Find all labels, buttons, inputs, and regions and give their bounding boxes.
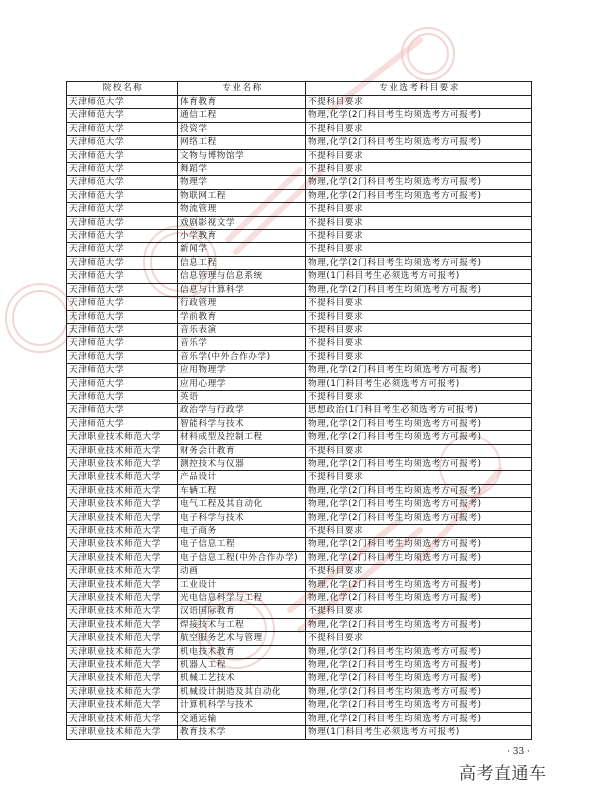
school-cell: 天津师范大学 bbox=[67, 283, 178, 296]
table-row bbox=[67, 699, 532, 712]
school-cell: 天津职业技术师范大学 bbox=[67, 726, 178, 739]
school-cell: 天津师范大学 bbox=[67, 230, 178, 243]
school-cell: 天津师范大学 bbox=[67, 364, 178, 377]
major-cell: 电子信息工程 bbox=[178, 538, 306, 551]
table-row bbox=[67, 457, 532, 470]
school-cell: 天津师范大学 bbox=[67, 310, 178, 323]
major-cell: 智能科学与技术 bbox=[178, 417, 306, 430]
school-cell: 天津师范大学 bbox=[67, 350, 178, 363]
major-cell: 光电信息科学与工程 bbox=[178, 592, 306, 605]
requirement-cell: 物理,化学(2门科目考生均须选考方可报考) bbox=[306, 484, 532, 497]
major-cell: 航空服务艺术与管理 bbox=[178, 632, 306, 645]
school-cell: 天津师范大学 bbox=[67, 404, 178, 417]
table-row bbox=[67, 283, 532, 296]
school-cell: 天津职业技术师范大学 bbox=[67, 672, 178, 685]
table-row bbox=[67, 712, 532, 725]
school-cell: 天津师范大学 bbox=[67, 297, 178, 310]
requirement-cell: 不提科目要求 bbox=[306, 350, 532, 363]
table-row bbox=[67, 484, 532, 497]
table-row bbox=[67, 471, 532, 484]
major-cell: 动画 bbox=[178, 565, 306, 578]
table-row bbox=[67, 659, 532, 672]
requirement-cell: 物理,化学(2门科目考生均须选考方可报考) bbox=[306, 699, 532, 712]
table-row bbox=[67, 377, 532, 390]
requirement-cell: 物理,化学(2门科目考生均须选考方可报考) bbox=[306, 551, 532, 564]
requirement-cell: 物理,化学(2门科目考生均须选考方可报考) bbox=[306, 685, 532, 698]
major-cell: 舞蹈学 bbox=[178, 163, 306, 176]
major-cell: 汉语国际教育 bbox=[178, 605, 306, 618]
table-row bbox=[67, 685, 532, 698]
school-cell: 天津师范大学 bbox=[67, 390, 178, 403]
requirement-cell: 物理,化学(2门科目考生均须选考方可报考) bbox=[306, 672, 532, 685]
header-requirement: 专业选考科目要求 bbox=[306, 82, 532, 96]
requirement-cell: 不提科目要求 bbox=[306, 310, 532, 323]
requirement-cell: 不提科目要求 bbox=[306, 471, 532, 484]
school-cell: 天津师范大学 bbox=[67, 377, 178, 390]
requirement-cell: 物理(1门科目考生必须选考方可报考) bbox=[306, 377, 532, 390]
major-cell: 物联网工程 bbox=[178, 189, 306, 202]
school-cell: 天津职业技术师范大学 bbox=[67, 538, 178, 551]
school-cell: 天津职业技术师范大学 bbox=[67, 659, 178, 672]
requirement-cell: 物理,化学(2门科目考生均须选考方可报考) bbox=[306, 712, 532, 725]
requirement-cell: 物理,化学(2门科目考生均须选考方可报考) bbox=[306, 538, 532, 551]
table-row bbox=[67, 270, 532, 283]
requirement-cell: 不提科目要求 bbox=[306, 565, 532, 578]
table-row bbox=[67, 163, 532, 176]
major-cell: 机械设计制造及其自动化 bbox=[178, 685, 306, 698]
requirement-cell: 物理,化学(2门科目考生均须选考方可报考) bbox=[306, 189, 532, 202]
school-cell: 天津职业技术师范大学 bbox=[67, 699, 178, 712]
school-cell: 天津师范大学 bbox=[67, 417, 178, 430]
table-row bbox=[67, 525, 532, 538]
school-cell: 天津师范大学 bbox=[67, 176, 178, 189]
major-cell: 体育教育 bbox=[178, 96, 306, 109]
school-cell: 天津职业技术师范大学 bbox=[67, 525, 178, 538]
school-cell: 天津职业技术师范大学 bbox=[67, 484, 178, 497]
school-cell: 天津职业技术师范大学 bbox=[67, 605, 178, 618]
major-cell: 计算机科学与技术 bbox=[178, 699, 306, 712]
table-row bbox=[67, 578, 532, 591]
page-number: · 33 · bbox=[507, 747, 530, 757]
school-cell: 天津师范大学 bbox=[67, 243, 178, 256]
major-cell: 通信工程 bbox=[178, 109, 306, 122]
table-row bbox=[67, 645, 532, 658]
requirement-cell: 不提科目要求 bbox=[306, 243, 532, 256]
table-body bbox=[67, 96, 532, 740]
source-brand: 高考直通车 bbox=[459, 764, 547, 784]
requirement-cell: 不提科目要求 bbox=[306, 390, 532, 403]
school-cell: 天津职业技术师范大学 bbox=[67, 511, 178, 524]
school-cell: 天津职业技术师范大学 bbox=[67, 578, 178, 591]
major-cell: 电子信息工程(中外合作办学) bbox=[178, 551, 306, 564]
table-row bbox=[67, 417, 532, 430]
requirement-cell: 物理,化学(2门科目考生均须选考方可报考) bbox=[306, 457, 532, 470]
table-row bbox=[67, 618, 532, 631]
table-row bbox=[67, 136, 532, 149]
table-row bbox=[67, 216, 532, 229]
school-cell: 天津师范大学 bbox=[67, 189, 178, 202]
school-cell: 天津师范大学 bbox=[67, 323, 178, 336]
school-cell: 天津职业技术师范大学 bbox=[67, 592, 178, 605]
table-row bbox=[67, 149, 532, 162]
school-cell: 天津职业技术师范大学 bbox=[67, 632, 178, 645]
table-row bbox=[67, 390, 532, 403]
major-cell: 信息管理与信息系统 bbox=[178, 270, 306, 283]
school-cell: 天津职业技术师范大学 bbox=[67, 712, 178, 725]
major-cell: 文物与博物馆学 bbox=[178, 149, 306, 162]
table-row bbox=[67, 337, 532, 350]
requirement-cell: 物理,化学(2门科目考生均须选考方可报考) bbox=[306, 511, 532, 524]
school-cell: 天津师范大学 bbox=[67, 337, 178, 350]
school-cell: 天津职业技术师范大学 bbox=[67, 431, 178, 444]
major-cell: 机电技术教育 bbox=[178, 645, 306, 658]
major-cell: 车辆工程 bbox=[178, 484, 306, 497]
requirement-cell: 物理,化学(2门科目考生均须选考方可报考) bbox=[306, 136, 532, 149]
major-cell: 教育技术学 bbox=[178, 726, 306, 739]
table-row bbox=[67, 189, 532, 202]
major-cell: 电子科学与技术 bbox=[178, 511, 306, 524]
table-row bbox=[67, 109, 532, 122]
requirement-cell: 不提科目要求 bbox=[306, 230, 532, 243]
major-cell: 物流管理 bbox=[178, 203, 306, 216]
table-row bbox=[67, 404, 532, 417]
table-row bbox=[67, 498, 532, 511]
major-cell: 财务会计教育 bbox=[178, 444, 306, 457]
requirement-cell: 不提科目要求 bbox=[306, 216, 532, 229]
table-row bbox=[67, 605, 532, 618]
school-cell: 天津职业技术师范大学 bbox=[67, 457, 178, 470]
major-cell: 小学教育 bbox=[178, 230, 306, 243]
requirement-cell: 物理,化学(2门科目考生均须选考方可报考) bbox=[306, 431, 532, 444]
major-cell: 英语 bbox=[178, 390, 306, 403]
requirement-cell: 物理,化学(2门科目考生均须选考方可报考) bbox=[306, 659, 532, 672]
table-row bbox=[67, 310, 532, 323]
requirement-cell: 物理,化学(2门科目考生均须选考方可报考) bbox=[306, 578, 532, 591]
requirement-cell: 不提科目要求 bbox=[306, 163, 532, 176]
table-row bbox=[67, 632, 532, 645]
table-row bbox=[67, 176, 532, 189]
table-row bbox=[67, 350, 532, 363]
requirement-cell: 不提科目要求 bbox=[306, 297, 532, 310]
school-cell: 天津师范大学 bbox=[67, 216, 178, 229]
major-cell: 音乐学 bbox=[178, 337, 306, 350]
major-cell: 工业设计 bbox=[178, 578, 306, 591]
requirement-cell: 不提科目要求 bbox=[306, 149, 532, 162]
requirement-cell: 物理,化学(2门科目考生均须选考方可报考) bbox=[306, 592, 532, 605]
major-cell: 交通运输 bbox=[178, 712, 306, 725]
school-cell: 天津职业技术师范大学 bbox=[67, 551, 178, 564]
school-cell: 天津师范大学 bbox=[67, 149, 178, 162]
major-cell: 产品设计 bbox=[178, 471, 306, 484]
table-row bbox=[67, 323, 532, 336]
requirement-cell: 物理,化学(2门科目考生均须选考方可报考) bbox=[306, 618, 532, 631]
major-cell: 机器人工程 bbox=[178, 659, 306, 672]
major-cell: 应用心理学 bbox=[178, 377, 306, 390]
table-row bbox=[67, 444, 532, 457]
requirement-cell: 物理(1门科目考生必须选考方可报考) bbox=[306, 726, 532, 739]
requirement-cell: 不提科目要求 bbox=[306, 337, 532, 350]
major-cell: 材料成型及控制工程 bbox=[178, 431, 306, 444]
requirement-cell: 不提科目要求 bbox=[306, 96, 532, 109]
requirement-cell: 物理,化学(2门科目考生均须选考方可报考) bbox=[306, 256, 532, 269]
major-cell: 应用物理学 bbox=[178, 364, 306, 377]
requirement-cell: 物理,化学(2门科目考生均须选考方可报考) bbox=[306, 364, 532, 377]
school-cell: 天津师范大学 bbox=[67, 203, 178, 216]
table-row bbox=[67, 565, 532, 578]
table-row bbox=[67, 672, 532, 685]
school-cell: 天津职业技术师范大学 bbox=[67, 645, 178, 658]
table-row bbox=[67, 256, 532, 269]
table-row bbox=[67, 230, 532, 243]
requirement-cell: 不提科目要求 bbox=[306, 203, 532, 216]
requirement-cell: 物理,化学(2门科目考生均须选考方可报考) bbox=[306, 109, 532, 122]
school-cell: 天津师范大学 bbox=[67, 136, 178, 149]
major-cell: 网络工程 bbox=[178, 136, 306, 149]
school-cell: 天津师范大学 bbox=[67, 96, 178, 109]
major-cell: 音乐学(中外合作办学) bbox=[178, 350, 306, 363]
table-row bbox=[67, 511, 532, 524]
major-cell: 机械工艺技术 bbox=[178, 672, 306, 685]
requirement-cell: 物理,化学(2门科目考生均须选考方可报考) bbox=[306, 417, 532, 430]
school-cell: 天津职业技术师范大学 bbox=[67, 498, 178, 511]
major-cell: 物理学 bbox=[178, 176, 306, 189]
major-cell: 投资学 bbox=[178, 122, 306, 135]
requirement-cell: 物理,化学(2门科目考生均须选考方可报考) bbox=[306, 283, 532, 296]
table-row bbox=[67, 203, 532, 216]
school-cell: 天津职业技术师范大学 bbox=[67, 471, 178, 484]
table-header-row bbox=[67, 82, 532, 96]
school-cell: 天津职业技术师范大学 bbox=[67, 444, 178, 457]
requirement-cell: 不提科目要求 bbox=[306, 323, 532, 336]
requirement-cell: 物理,化学(2门科目考生均须选考方可报考) bbox=[306, 498, 532, 511]
header-major: 专业名称 bbox=[178, 82, 306, 96]
table-row bbox=[67, 297, 532, 310]
major-cell: 信息工程 bbox=[178, 256, 306, 269]
table-row bbox=[67, 726, 532, 739]
requirement-cell: 不提科目要求 bbox=[306, 122, 532, 135]
major-cell: 信息与计算科学 bbox=[178, 283, 306, 296]
requirement-cell: 不提科目要求 bbox=[306, 632, 532, 645]
header-school: 院校名称 bbox=[67, 82, 178, 96]
major-cell: 焊接技术与工程 bbox=[178, 618, 306, 631]
major-cell: 行政管理 bbox=[178, 297, 306, 310]
table-row bbox=[67, 243, 532, 256]
table-row bbox=[67, 551, 532, 564]
major-cell: 戏剧影视文学 bbox=[178, 216, 306, 229]
requirement-cell: 不提科目要求 bbox=[306, 605, 532, 618]
requirement-cell: 不提科目要求 bbox=[306, 525, 532, 538]
major-cell: 政治学与行政学 bbox=[178, 404, 306, 417]
major-cell: 新闻学 bbox=[178, 243, 306, 256]
school-cell: 天津职业技术师范大学 bbox=[67, 565, 178, 578]
requirement-cell: 物理(1门科目考生必须选考方可报考) bbox=[306, 270, 532, 283]
table-row bbox=[67, 538, 532, 551]
school-cell: 天津职业技术师范大学 bbox=[67, 685, 178, 698]
school-cell: 天津师范大学 bbox=[67, 256, 178, 269]
table-row bbox=[67, 431, 532, 444]
school-cell: 天津师范大学 bbox=[67, 122, 178, 135]
requirement-cell: 不提科目要求 bbox=[306, 444, 532, 457]
school-cell: 天津师范大学 bbox=[67, 109, 178, 122]
table-row bbox=[67, 592, 532, 605]
major-cell: 测控技术与仪器 bbox=[178, 457, 306, 470]
table-row bbox=[67, 96, 532, 109]
major-cell: 电气工程及其自动化 bbox=[178, 498, 306, 511]
major-cell: 电子商务 bbox=[178, 525, 306, 538]
table-row bbox=[67, 122, 532, 135]
requirement-cell: 思想政治(1门科目考生必须选考方可报考) bbox=[306, 404, 532, 417]
school-cell: 天津师范大学 bbox=[67, 163, 178, 176]
major-cell: 音乐表演 bbox=[178, 323, 306, 336]
major-cell: 学前教育 bbox=[178, 310, 306, 323]
school-cell: 天津职业技术师范大学 bbox=[67, 618, 178, 631]
requirement-cell: 物理,化学(2门科目考生均须选考方可报考) bbox=[306, 645, 532, 658]
requirement-cell: 物理,化学(2门科目考生均须选考方可报考) bbox=[306, 176, 532, 189]
admission-requirements-table bbox=[66, 81, 532, 740]
table-row bbox=[67, 364, 532, 377]
school-cell: 天津师范大学 bbox=[67, 270, 178, 283]
